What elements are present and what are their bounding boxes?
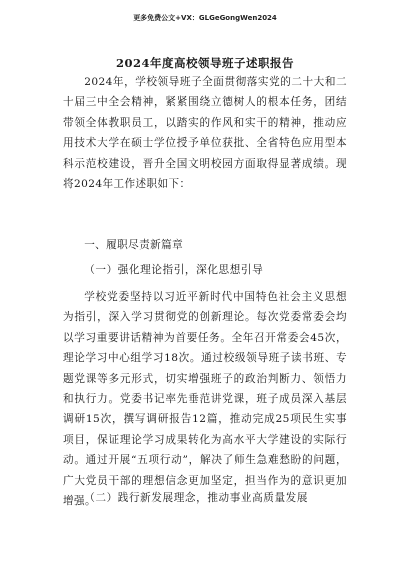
page-title: 2024年度高校领导班子述职报告	[115, 56, 294, 70]
subsection-heading: （一）强化理论指引，深化思想引导	[84, 264, 264, 276]
header-note: 更多免费公文+VX：GLGeGongWen2024	[133, 14, 277, 22]
body-paragraph: 学校党委坚持以习近平新时代中国特色社会主义思想为指引，深入学习贯彻党的创新理论。每次党委常委会均以学习重要讲话精神为首要任务。全年召开常委会45次，理论学习中心组学习18次。通过校级领导班子读书班、专题党课等多元形式，切实增强班子的政治判断力、领悟力和执行力。党委书记率先垂范讲党课，班子成员深入基层调研15次，撰写调研报告12篇，推动完成25项民生实事项目，保证理论学习成果转化为高水平大学建设的实际行动。通过开展“五项行动”，解决了师生急难愁盼的问题，广大党员干部的理想信念更加坚定，担当作为的意识更加增强。	[63, 291, 347, 508]
subsection-heading: （二）践行新发展理念，推动事业高质量发展	[84, 492, 309, 504]
intro-paragraph: 2024年，学校领导班子全面贯彻落实党的二十大和二十届三中全会精神，紧紧围绕立德树人的根本任务，团结带领全体教职员工，以踏实的作风和实干的精神，推动应用技术大学在硕士学位授予单位获批、全省特色应用型本科示范校建设，晋升全国文明校园方面取得显著成绩。现将2024年工作述职如下：	[63, 76, 347, 191]
section-heading: 一、履职尽责新篇章	[84, 239, 184, 251]
